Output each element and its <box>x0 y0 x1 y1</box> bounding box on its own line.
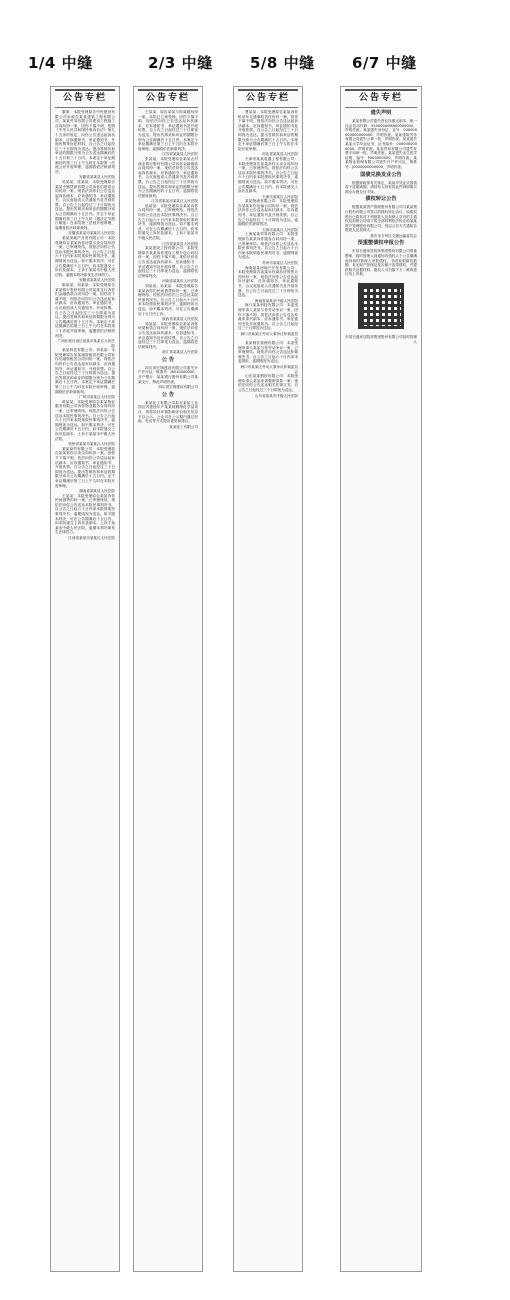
column-3 <box>233 86 303 1272</box>
column-title-2: 2/3 中缝 <box>148 54 213 72</box>
notice-heading: 国债兑换发业公告 <box>360 171 402 178</box>
notice-signature: 东易日盛家居装饰集团股份有限公司临时管理人 <box>345 335 417 344</box>
notice-signature: 河北省某某县人民法院 <box>262 152 298 157</box>
column-4 <box>340 86 422 1272</box>
notice-body: 上海某某贸易有限公司：本院受理原告某某诉你服务合同纠纷一案，已审理终结。现依法向你公告送达本院民事判决书。自公告之日起六十日内来本院领取民事判决书，逾期则视为送达。 <box>238 232 298 260</box>
column-header: 公告专栏 <box>238 89 298 108</box>
notice-body: 王某某：本院受理原告某某诉你民间借贷纠纷一案，已审理终结。现依法向你公告送达本院民事判决书。自公告之日起六十日内来本院领取民事判决书，逾期则视为送达。如不服本判决，可在公告期满后十五日内，向本院递交上诉状及副本，上诉于某某市中级人民法院。逾期本判决即发生法律效力。 <box>55 493 115 535</box>
column-title-4: 6/7 中缝 <box>352 54 417 72</box>
notice-signature: 陕西省某某县人民法院 <box>162 317 198 322</box>
notice-body: 某某有限公司遗失营业执照正副本，统一社会信用代码：91000000MA00000000，声明作废。某某遗失身份证，证号：000000000000000000，声明作废。某某建筑劳务有限公司遗失公章一枚，声明作废。某某遗失某某大学毕业证书，证书编号：0000000000000，声明作废。某某贸易有限公司遗失发票专用章一枚，声明作废。某某遗失出生医学证明，编号：P000000000，声明作废。某某物业管理有限公司遗失开户许可证，核准号：J0000000000000，声明作废。 <box>345 119 417 169</box>
notice-body: 根据财政部有关规定，某某年凭证式国债将于近期到期，请持有人持有效证件到原购买网点办理兑付手续。 <box>345 180 417 194</box>
notice-signature: 江西省某某市某某区人民法院 <box>68 536 115 541</box>
notice-body: 某某科技有限公司、李某某：本院受理原告某某融资租赁有限公司诉你们融资租赁合同纠纷一案，现依法向你们公告送达起诉状副本、应诉通知书、举证通知书、开庭传票。自公告之日起经过三十日即视为送达。提出答辩状和举证的期限分别为公告期满后十五日内。本案定于举证期满后第三日上午九时在本院开庭审理，逾期将依法缺席裁判。 <box>55 348 115 394</box>
notice-body: 根据某某资产管理股份有限公司与某某银行股份有限公司签订的债权转让协议，原债权银行已将其对下列借款人及担保人享有的主债权及担保合同项下的全部权利依法转让给某某资产管理股份有限公司，现以公告方式通知各借款人及担保人。 <box>345 205 417 233</box>
notice-body: 某某物流有限公司：本院受理原告某某诉你运输合同纠纷一案，现依法向你公告送达起诉状副本、应诉通知书、举证通知书及开庭传票。自公告之日起经过三十日即视为送达。逾期将依法缺席判决。 <box>238 199 298 227</box>
column-body <box>345 110 417 344</box>
notice-signature: 河南省某某市人民法院 <box>162 279 198 284</box>
column-header: 公告专栏 <box>345 89 417 108</box>
notice-body: 天津市某某电器工程有限公司：本院受理原告某某诉你买卖合同纠纷一案，已审理终结。现依法向你公告送达本院民事判决书。自公告之日起六十日内来本院领取民事判决书，逾期则视为送达。如不服本判决，可在公告期满后十五日内，向本院递交上诉状及副本。 <box>238 156 298 194</box>
notice-signature: 江苏省某某市某某区人民法院 <box>151 199 198 204</box>
notice-body: 吴某某、张某某：本院受理原告某某小额贷款有限公司诉你们借款合同纠纷一案，现依法向你们公告送达起诉状副本、应诉通知书、举证通知书、合议庭组成人员通知书及开庭传票。自公告之日起经过三十日即视为送达。提出答辩状和举证的期限分别为公告期满后十五日内。并定于举证期满后第三日上午九时（遇法定节假日顺延）在本院第三法庭开庭审理，逾期将依法缺席裁判。 <box>55 179 115 230</box>
notice-signature: 海口市某某区劳动人事争议仲裁委员会 <box>240 365 298 374</box>
notice-body: 某某房地产开发有限公司：本院受理原告某某诉你房屋买卖合同纠纷一案，已审理终结。现依法向你公告送达本院民事判决书。自公告之日起六十日内来本院领取民事判决书，逾期则视为送达。如不服本判决，可在公告期满后十五日内，向本院递交上诉状及副本，上诉于某某市中级人民法院。逾期本判决即发生法律效力。 <box>55 236 115 277</box>
notice-body: 张某某：本院受理原告某某农村商业银行股份有限公司诉你金融借款合同纠纷一案，现依法向你公告送达起诉状副本、应诉通知书、举证通知书、合议庭组成人员通知书及开庭传票。自公告之日起经过三十日即视为送达。提出答辩状和举证的期限分别为公告期满后的十五日内。逾期将依法缺席裁判。 <box>138 156 198 198</box>
notice-heading: 公 告 <box>161 356 175 363</box>
notice-signature: 海口市某某区劳动人事争议仲裁委员会 <box>240 331 298 341</box>
notice-body: 曹某某：本院受理原告某某诉你机动车交通事故责任纠纷一案，因你下落不明，现依法向你公告送达起诉状副本、应诉通知书、举证通知书及开庭传票。自公告之日起经过三十日即视为送达。提出答辩状和举证的期限分别为公告期满后十五日内。本案定于举证期满后第三日上午九时在本院开庭审理。 <box>238 110 298 151</box>
notice-signature: 四川省宏图建设有限公司 <box>158 385 198 390</box>
notice-body: 黄某某：本院受理原告某某物业服务有限公司诉你物业服务合同纠纷一案，已审理终结。现依法向你公告送达本院民事判决书。自公告之日起六十日内来本院领取民事判决书，逾期则视为送达。如不服本判决，可在公告期满后十五日内，向本院递交上诉状及副本，上诉于某某市中级人民法院。 <box>55 399 115 441</box>
notice-body: 周某某：本院受理原告某某诉你房屋租赁合同纠纷一案，现依法向你公告送达起诉状副本、应诉通知书、举证通知书及开庭传票。自公告之日起经过三十日即视为送达。逾期将依法缺席判决。 <box>138 321 198 349</box>
notice-signature: 贵州省某某市某某区人民法院 <box>68 442 115 447</box>
notice-signature: 浙江省某某县人民法院 <box>162 350 198 355</box>
notice-signature: 海南省某某市中级人民法院 <box>254 298 298 303</box>
notice-heading: 预重整债权申报公告 <box>357 240 405 247</box>
column-title-1: 1/4 中缝 <box>28 54 93 72</box>
notice-body: 海南某某房地产开发有限公司：本院受理原告某某诉你商品房预售合同纠纷一案，现依法向你公告送达起诉状副本、应诉通知书、举证通知书、合议庭组成人员通知书及开庭传票。自公告之日起经过三十日即视为送达。 <box>238 265 298 298</box>
notice-body: 某某建设工程有限公司：本院受理原告某某诉你建设工程分包合同纠纷一案，因你下落不明，现依法向你公告送达起诉状副本、应诉通知书、举证通知书及开庭传票。自公告之日起经过三十日即视为送达。逾期将依法缺席判决。 <box>138 246 198 278</box>
column-body <box>238 110 298 398</box>
column-2 <box>133 86 203 1272</box>
notice-signature: 江苏省某某县人民法院 <box>162 241 198 246</box>
notice-body: 四川省宏图建设有限公司遗失开户许可证，核准号：J6510000000，开户银行：某某银行股份有限公司某某支行，特此声明作废。 <box>138 365 198 384</box>
notice-body: 海口某某科技有限公司：本委受理申请人某某与你劳动争议一案，因你下落不明，现依法向你公告送达仲裁申请书副本、应诉通知书、举证通知书及开庭通知书。自公告之日起经过三十日即视为送达。 <box>238 303 298 331</box>
notice-body: 赵某某：本院受理原告某某诉你合同纠纷一案，已审理终结。现依法向你公告送达本院民事判决书。自公告之日起六十日内来本院领取民事判决书，逾期则视为送达。如不服本判决，可在公告期满后十五日内，向本院递交上诉状及副本，上诉于某某市中级人民法院。 <box>138 203 198 241</box>
notice-signature: 湖南省某某县人民法院 <box>79 489 115 494</box>
notice-signature: 安徽省某某市某某区人民法院 <box>68 231 115 236</box>
column-header: 公告专栏 <box>138 89 198 108</box>
notice-signature: 安徽省某某县人民法院 <box>79 278 115 283</box>
notice-body: 山东某某钢铁有限公司：本院受理申请人某某申请强制清算一案，现依法向你公告送达相关法律文书。自公告之日起经过三十日即视为送达。 <box>238 374 298 393</box>
notice-signature: 广西壮族自治区某某市某某区人民法院 <box>57 339 115 348</box>
notice-signature: 苏州市某某区人民法院 <box>262 261 298 265</box>
notice-body: 陈某某、刘某某：本院受理原告某某银行股份有限公司某某支行诉你们金融借款合同纠纷一案，因你们下落不明，现依法向你们公告送达起诉状副本、应诉通知书、举证通知书、合议庭组成人员通知书、开庭传票。自公告之日起经过三十日即视为送达。提出答辩状和举证的期限分别为公告期满后的十五日内。本案定于举证期满后的第三日上午九时在本院第二十法庭开庭审理，逾期将依法缺席判决。 <box>55 282 115 338</box>
notice-signature: 江苏省某某县人民法院 <box>162 152 198 157</box>
column-body <box>55 110 115 541</box>
notice-signature: 天津市某某区人民法院 <box>262 194 298 199</box>
notice-heading: 公 告 <box>161 391 175 398</box>
notice-signature: 山东省某某市中级人民法院 <box>254 393 298 398</box>
notice-body: 某某化工有限公司拟在某某工业园区内建设年产某某吨精细化学品项目，现将项目环境影响评价相关信息予以公示，公众可在公示期内通过信函、电话等方式提出意见和建议。 <box>138 400 198 424</box>
notice-signature: 某某化工有限公司 <box>169 424 198 429</box>
notice-body: 刘某某、孙某某：本院受理原告某某诉你们民间借贷纠纷一案，已审理终结。现依法向你们公告送达本院民事判决书。自公告之日起六十日内来本院领取民事判决书，逾期则视为送达。如不服本判决，可在公告期满后十五日内上诉。 <box>138 283 198 316</box>
notice-heading: 遗失声明 <box>370 110 392 116</box>
qr-code-icon <box>358 283 404 329</box>
notice-body: 王某某：原告某某与你离婚纠纷一案，本院已立案受理。因你下落不明，现依法向你公告送达起诉状副本、应诉通知书、举证通知书及开庭传票。自公告之日起经过三十日即视为送达。提出答辩状和举证的期限分别为公告期满后十五日内。本案定于举证期满后第三日上午九时在本院开庭审理，逾期将依法缺席判决。 <box>138 110 198 151</box>
notice-body: 某某餐饮管理有限公司：本委受理申请人某某与你劳动争议一案，已审理终结。现依法向你公告送达仲裁裁决书。自公告之日起六十日内来本委领取，逾期则视为送达。 <box>238 341 298 364</box>
column-header: 公告专栏 <box>55 89 115 108</box>
notice-heading: 债权转让公告 <box>365 196 397 203</box>
notice-signature: 安徽省某某县人民法院 <box>79 175 115 180</box>
notice-signature: 广州市某某区人民法院 <box>79 395 115 400</box>
notice-signature: 重庆市万州区交通运输委员会 <box>370 233 417 238</box>
notice-signature: 天津市某某区人民法院 <box>262 227 298 232</box>
notice-body: 某某商贸有限公司：本院受理原告某某诉你买卖合同纠纷一案，因你方下落不明，依法向你公告送达起诉状副本、应诉通知书、举证通知书、开庭传票。自公告之日起经过三十日即视为送达。提出答辩状和举证的期限分别为公告期满后十五日内。定于举证期满后第三日上午九时在本院开庭审理。 <box>55 446 115 488</box>
column-body <box>138 110 198 429</box>
notice-body: 董事：本院受理原告中民建设有限公司诉被告某某建筑工程有限公司、某某劳务有限公司建设工程施工合同纠纷一案，因你下落不明，依照《中华人民共和国民事诉讼法》第九十五条的规定，向你公告送达起诉状副本、应诉通知书、举证通知书、开庭传票等诉讼材料。自公告之日起经过三十日即视为送达。提出答辩状和举证的期限分别为公告送达期满后的十五日和三十日内。本案定于举证期满后的第三日上午九时在本院第一法庭公开开庭审理，逾期将依法缺席判决。 <box>55 110 115 174</box>
notice-body: 东易日盛家居装饰集团股份有限公司预重整案，临时管理人现通知各债权人于公告期满前向临时管理人申报债权，书面说明债权数额、有无财产担保及是否属于连带债权，并提供相关证据材料。债权人可扫描下方二维码进行线上申报。 <box>345 249 417 277</box>
column-1 <box>50 86 120 1272</box>
column-title-3: 5/8 中缝 <box>250 54 315 72</box>
